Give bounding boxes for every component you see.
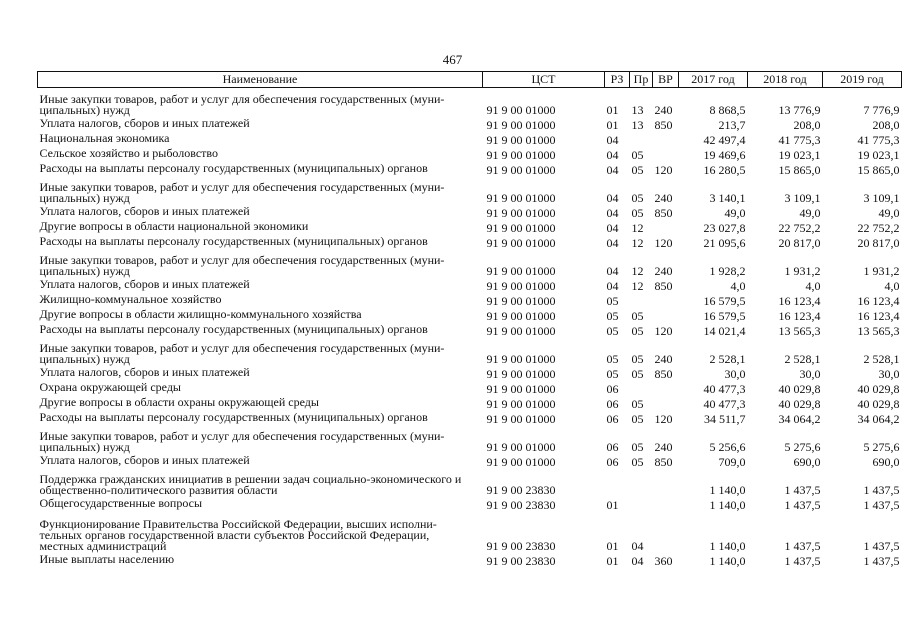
row-pr: 05 [631, 352, 644, 366]
table-row [38, 131, 902, 146]
row-2019: 1 437,5 [863, 498, 900, 512]
table-row [38, 307, 902, 322]
row-rz: 06 [606, 412, 619, 426]
row-pr [630, 468, 653, 496]
row-2018: 1 437,5 [784, 539, 821, 553]
row-vr: 240 [654, 440, 673, 454]
row-2019: 40 029,8 [857, 397, 900, 411]
row-cst: 91 9 00 23830 [486, 554, 556, 568]
row-2019: 13 565,3 [857, 324, 900, 338]
row-name: Иные закупки товаров, работ и услуг для обеспечения государственных (муни-ципальных) нужд [39, 180, 445, 205]
row-2017: 14 021,4 [703, 324, 746, 338]
header-2017: 2017 год [679, 72, 748, 88]
table-header-row [38, 72, 902, 88]
row-2019: 16 123,4 [857, 309, 900, 323]
row-2018: 690,0 [793, 455, 821, 469]
row-pr: 05 [631, 309, 644, 323]
row-name: Жилищно-коммунальное хозяйство [39, 292, 222, 306]
row-2018: 208,0 [793, 118, 821, 132]
table-row [38, 204, 902, 219]
row-2017: 19 469,6 [703, 148, 746, 162]
row-cst: 91 9 00 01000 [486, 382, 556, 396]
row-rz: 06 [606, 440, 619, 454]
row-cst: 91 9 00 23830 [486, 539, 556, 553]
row-2019: 19 023,1 [857, 148, 900, 162]
row-2019: 2 528,1 [863, 352, 900, 366]
row-vr [653, 146, 679, 161]
row-cst: 91 9 00 01000 [486, 440, 556, 454]
row-2018: 4,0 [805, 279, 821, 293]
row-pr: 04 [631, 539, 644, 553]
row-2017: 49,0 [724, 206, 746, 220]
row-rz: 06 [606, 397, 619, 411]
row-name: Иные закупки товаров, работ и услуг для обеспечения государственных (муни-ципальных) нужд [39, 253, 445, 278]
row-rz: 04 [606, 133, 619, 147]
row-rz: 01 [606, 554, 619, 568]
row-cst: 91 9 00 01000 [486, 279, 556, 293]
row-vr [653, 496, 679, 511]
row-pr: 05 [631, 191, 644, 205]
row-2018: 19 023,1 [778, 148, 821, 162]
row-name: Другие вопросы в области охраны окружающей среды [39, 395, 319, 409]
table-row [38, 322, 902, 337]
row-pr: 13 [631, 118, 644, 132]
row-rz: 04 [606, 206, 619, 220]
row-cst: 91 9 00 01000 [486, 412, 556, 426]
row-pr: 13 [631, 103, 644, 117]
row-name: Уплата налогов, сборов и иных платежей [39, 204, 250, 218]
row-vr [653, 468, 679, 496]
row-2018: 1 931,2 [784, 264, 821, 278]
row-name: Расходы на выплаты персоналу государственных (муниципальных) органов [39, 161, 428, 175]
row-vr [653, 131, 679, 146]
table-row [38, 496, 902, 511]
row-name: Уплата налогов, сборов и иных платежей [39, 453, 250, 467]
row-pr: 12 [631, 264, 644, 278]
row-2018: 40 029,8 [778, 397, 821, 411]
row-2017: 1 140,0 [709, 554, 746, 568]
row-2019: 7 776,9 [863, 103, 900, 117]
row-name: Поддержка гражданских инициатив в решении задач социально-экономического и общественно-политического развития области [39, 472, 462, 497]
table-row [38, 292, 902, 307]
row-vr: 850 [654, 367, 673, 381]
header-pr: Пр [630, 72, 653, 88]
row-2017: 8 868,5 [709, 103, 746, 117]
row-cst: 91 9 00 01000 [486, 206, 556, 220]
row-vr: 240 [654, 103, 673, 117]
row-name: Другие вопросы в области национальной экономики [39, 219, 309, 233]
row-cst: 91 9 00 23830 [486, 498, 556, 512]
row-rz: 04 [606, 264, 619, 278]
row-2018: 16 123,4 [778, 309, 821, 323]
table-row [38, 277, 902, 292]
table-row [38, 249, 902, 277]
row-2018: 1 437,5 [784, 498, 821, 512]
row-vr: 850 [654, 455, 673, 469]
row-cst: 91 9 00 01000 [486, 309, 556, 323]
row-vr: 850 [654, 206, 673, 220]
row-rz: 05 [606, 294, 619, 308]
row-rz: 01 [606, 498, 619, 512]
row-2017: 16 280,5 [703, 163, 746, 177]
row-cst: 91 9 00 01000 [486, 103, 556, 117]
header-vr: ВР [653, 72, 679, 88]
row-2018: 20 817,0 [778, 236, 821, 250]
row-2019: 40 029,8 [857, 382, 900, 396]
row-vr [653, 380, 679, 395]
row-2017: 2 528,1 [709, 352, 746, 366]
row-name: Уплата налогов, сборов и иных платежей [39, 277, 250, 291]
row-pr: 05 [631, 397, 644, 411]
row-2018: 3 109,1 [784, 191, 821, 205]
row-cst: 91 9 00 23830 [486, 483, 556, 497]
row-cst: 91 9 00 01000 [486, 236, 556, 250]
row-2018: 15 865,0 [778, 163, 821, 177]
header-2018: 2018 год [748, 72, 823, 88]
row-rz: 01 [606, 103, 619, 117]
row-2018: 30,0 [799, 367, 821, 381]
row-2018: 1 437,5 [784, 554, 821, 568]
row-2019: 34 064,2 [857, 412, 900, 426]
row-cst: 91 9 00 01000 [486, 324, 556, 338]
row-vr: 120 [654, 163, 673, 177]
row-2018: 34 064,2 [778, 412, 821, 426]
row-pr: 12 [631, 221, 644, 235]
row-vr [653, 219, 679, 234]
row-2019: 49,0 [878, 206, 900, 220]
row-pr [630, 496, 653, 511]
row-2017: 40 477,3 [703, 382, 746, 396]
row-rz: 05 [606, 309, 619, 323]
table-row [38, 116, 902, 131]
row-rz [605, 468, 630, 496]
row-rz: 01 [606, 118, 619, 132]
row-2019: 690,0 [872, 455, 900, 469]
table-row [38, 453, 902, 468]
row-2019: 30,0 [878, 367, 900, 381]
row-rz: 04 [606, 279, 619, 293]
row-name: Сельское хозяйство и рыболовство [39, 146, 219, 160]
row-2017: 3 140,1 [709, 191, 746, 205]
row-2017: 1 928,2 [709, 264, 746, 278]
row-cst: 91 9 00 01000 [486, 264, 556, 278]
row-2018: 22 752,2 [778, 221, 821, 235]
table-row [38, 410, 902, 425]
row-pr: 05 [631, 412, 644, 426]
row-cst: 91 9 00 01000 [486, 294, 556, 308]
row-vr [653, 511, 679, 552]
table-row [38, 88, 902, 117]
row-2017: 709,0 [718, 455, 746, 469]
header-rz: РЗ [605, 72, 630, 88]
row-vr [653, 292, 679, 307]
row-vr: 360 [654, 554, 673, 568]
table-row [38, 234, 902, 249]
row-name: Охрана окружающей среды [39, 380, 181, 394]
row-rz: 04 [606, 236, 619, 250]
row-cst: 91 9 00 01000 [486, 133, 556, 147]
row-name: Уплата налогов, сборов и иных платежей [39, 365, 250, 379]
row-2017: 16 579,5 [703, 294, 746, 308]
table-row [38, 552, 902, 567]
row-pr: 12 [631, 279, 644, 293]
row-pr: 05 [631, 324, 644, 338]
row-cst: 91 9 00 01000 [486, 367, 556, 381]
row-name: Функционирование Правительства Российской Федерации, высших исполни-тельных органов государственной власти субъектов Российской Федерации, местных администраций [39, 517, 437, 553]
header-name: Наименование [38, 72, 483, 88]
row-vr: 240 [654, 352, 673, 366]
row-2019: 1 437,5 [863, 539, 900, 553]
row-rz: 05 [606, 324, 619, 338]
row-2019: 1 437,5 [863, 483, 900, 497]
row-name: Расходы на выплаты персоналу государственных (муниципальных) органов [39, 410, 428, 424]
table-row [38, 176, 902, 204]
row-name: Иные закупки товаров, работ и услуг для обеспечения государственных (муни-ципальных) нужд [39, 92, 445, 117]
row-2018: 1 437,5 [784, 483, 821, 497]
row-rz: 04 [606, 148, 619, 162]
row-2018: 5 275,6 [784, 440, 821, 454]
row-name: Национальная экономика [39, 131, 170, 145]
row-2018: 40 029,8 [778, 382, 821, 396]
row-2018: 16 123,4 [778, 294, 821, 308]
table-row [38, 337, 902, 365]
row-rz: 05 [606, 352, 619, 366]
row-name: Иные закупки товаров, работ и услуг для обеспечения государственных (муни-ципальных) нужд [39, 429, 445, 454]
row-cst: 91 9 00 01000 [486, 221, 556, 235]
row-2017: 30,0 [724, 367, 746, 381]
row-name: Уплата налогов, сборов и иных платежей [39, 116, 250, 130]
row-cst: 91 9 00 01000 [486, 118, 556, 132]
row-vr: 240 [654, 191, 673, 205]
row-pr: 05 [631, 148, 644, 162]
row-cst: 91 9 00 01000 [486, 352, 556, 366]
row-rz: 04 [606, 163, 619, 177]
table-row [38, 219, 902, 234]
row-vr: 850 [654, 279, 673, 293]
row-cst: 91 9 00 01000 [486, 163, 556, 177]
row-2019: 15 865,0 [857, 163, 900, 177]
row-2019: 41 775,3 [857, 133, 900, 147]
table-row [38, 511, 902, 552]
row-cst: 91 9 00 01000 [486, 397, 556, 411]
row-cst: 91 9 00 01000 [486, 148, 556, 162]
table-row [38, 468, 902, 496]
row-cst: 91 9 00 01000 [486, 191, 556, 205]
row-pr [630, 131, 653, 146]
row-name: Расходы на выплаты персоналу государственных (муниципальных) органов [39, 322, 428, 336]
row-pr: 05 [631, 367, 644, 381]
row-2017: 23 027,8 [703, 221, 746, 235]
table-row [38, 380, 902, 395]
row-vr: 240 [654, 264, 673, 278]
header-cst: ЦСТ [483, 72, 605, 88]
row-2017: 4,0 [730, 279, 746, 293]
row-rz: 04 [606, 221, 619, 235]
header-2019: 2019 год [823, 72, 902, 88]
row-rz: 04 [606, 191, 619, 205]
row-rz: 06 [606, 382, 619, 396]
row-rz: 01 [606, 539, 619, 553]
row-name: Общегосударственные вопросы [39, 496, 203, 510]
budget-table [37, 71, 902, 567]
row-2017: 1 140,0 [709, 498, 746, 512]
row-2019: 16 123,4 [857, 294, 900, 308]
row-2017: 40 477,3 [703, 397, 746, 411]
row-2018: 13 776,9 [778, 103, 821, 117]
row-2019: 3 109,1 [863, 191, 900, 205]
row-vr: 850 [654, 118, 673, 132]
row-2018: 41 775,3 [778, 133, 821, 147]
table-row [38, 365, 902, 380]
table-row [38, 425, 902, 453]
row-2019: 1 437,5 [863, 554, 900, 568]
row-pr [630, 292, 653, 307]
row-2017: 34 511,7 [703, 412, 746, 426]
row-vr [653, 307, 679, 322]
row-2017: 21 095,6 [703, 236, 746, 250]
row-pr: 05 [631, 440, 644, 454]
row-2017: 5 256,6 [709, 440, 746, 454]
table-row [38, 161, 902, 176]
row-pr: 05 [631, 455, 644, 469]
row-vr: 120 [654, 324, 673, 338]
page-number: 467 [442, 52, 463, 67]
row-2017: 42 497,4 [703, 133, 746, 147]
row-cst: 91 9 00 01000 [486, 455, 556, 469]
table-row [38, 395, 902, 410]
row-2019: 208,0 [872, 118, 900, 132]
row-name: Расходы на выплаты персоналу государственных (муниципальных) органов [39, 234, 428, 248]
table-row [38, 146, 902, 161]
row-name: Другие вопросы в области жилищно-коммунального хозяйства [39, 307, 362, 321]
row-2018: 49,0 [799, 206, 821, 220]
row-vr [653, 395, 679, 410]
row-2017: 1 140,0 [709, 539, 746, 553]
row-pr: 04 [631, 554, 644, 568]
row-2017: 213,7 [718, 118, 746, 132]
row-vr: 120 [654, 412, 673, 426]
row-2019: 22 752,2 [857, 221, 900, 235]
table-body [38, 88, 902, 568]
row-2019: 4,0 [884, 279, 900, 293]
row-pr: 05 [631, 163, 644, 177]
row-name: Иные выплаты населению [39, 552, 175, 566]
row-2017: 1 140,0 [709, 483, 746, 497]
row-rz: 05 [606, 367, 619, 381]
row-vr: 120 [654, 236, 673, 250]
row-2018: 13 565,3 [778, 324, 821, 338]
row-name: Иные закупки товаров, работ и услуг для обеспечения государственных (муни-ципальных) нужд [39, 341, 445, 366]
row-rz: 06 [606, 455, 619, 469]
row-2019: 20 817,0 [857, 236, 900, 250]
row-pr: 05 [631, 206, 644, 220]
row-2019: 5 275,6 [863, 440, 900, 454]
row-2018: 2 528,1 [784, 352, 821, 366]
row-2017: 16 579,5 [703, 309, 746, 323]
row-pr: 12 [631, 236, 644, 250]
row-pr [630, 380, 653, 395]
row-2019: 1 931,2 [863, 264, 900, 278]
